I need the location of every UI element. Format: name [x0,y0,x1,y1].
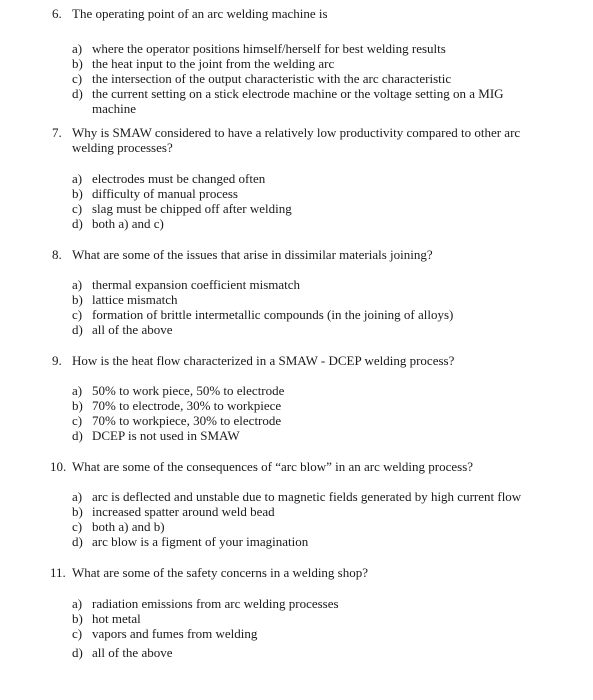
option-b[interactable] [0,56,593,71]
option-label: a) [72,171,83,186]
question-text: What are some of the issues that arise in dissimilar materials joining? [72,247,433,262]
option-a[interactable] [0,596,593,611]
option-label: a) [72,489,83,504]
option-list [0,383,593,443]
option-c[interactable] [0,201,593,216]
option-label: a) [72,596,83,611]
option-text: radiation emissions from arc welding processes [92,596,339,611]
question-stem [0,6,593,21]
question-text: What are some of the safety concerns in a welding shop? [72,565,369,580]
option-label: d) [72,534,83,549]
option-a[interactable] [0,171,593,186]
option-text: difficulty of manual process [92,186,238,201]
question-stem [0,353,593,368]
option-d[interactable] [0,216,593,231]
option-text: formation of brittle intermetallic compounds (in the joining of alloys) [92,307,454,322]
option-label: c) [72,519,83,534]
question-stem [0,247,593,262]
option-a[interactable] [0,277,593,292]
option-label: d) [72,322,83,337]
option-text: all of the above [92,645,173,660]
option-text: thermal expansion coefficient mismatch [92,277,301,292]
option-text: lattice mismatch [92,292,178,307]
option-text: vapors and fumes from welding [92,626,258,641]
option-label: d) [72,645,83,660]
option-label: c) [72,626,83,641]
question-number: 10. [50,459,67,474]
option-label: d) [72,216,83,231]
option-b[interactable] [0,611,593,626]
question-stem [0,459,593,474]
option-text: arc blow is a figment of your imagination [92,534,309,549]
option-d[interactable] [0,534,593,549]
question-number: 7. [52,125,62,140]
option-d[interactable] [0,645,593,660]
option-label: c) [72,71,83,86]
option-a[interactable] [0,489,593,504]
option-c[interactable] [0,413,593,428]
option-c[interactable] [0,307,593,322]
option-b[interactable] [0,292,593,307]
option-label: c) [72,307,83,322]
option-text: 70% to electrode, 30% to workpiece [92,398,282,413]
option-d[interactable] [0,86,593,116]
option-text: where the operator positions himself/herself for best welding results [92,41,446,56]
option-label: c) [72,413,83,428]
option-label: b) [72,504,83,519]
option-text: the intersection of the output characteristic with the arc characteristic [92,71,452,86]
option-label: a) [72,277,83,292]
option-b[interactable] [0,398,593,413]
option-text: arc is deflected and unstable due to magnetic fields generated by high current flow [92,489,522,504]
option-a[interactable] [0,41,593,56]
option-text: increased spatter around weld bead [92,504,275,519]
option-list [0,277,593,337]
question-7 [0,125,593,231]
option-list [0,41,593,116]
question-stem [0,125,593,155]
option-list [0,171,593,231]
question-stem [0,565,593,580]
option-label: b) [72,611,83,626]
option-list [0,489,593,549]
option-text: the heat input to the joint from the welding arc [92,56,335,71]
question-9 [0,353,593,443]
option-text: 50% to work piece, 50% to electrode [92,383,285,398]
option-text: slag must be chipped off after welding [92,201,292,216]
option-b[interactable] [0,186,593,201]
question-11 [0,565,593,660]
question-number: 6. [52,6,62,21]
option-label: b) [72,186,83,201]
option-a[interactable] [0,383,593,398]
question-8 [0,247,593,337]
question-10 [0,459,593,549]
option-text: both a) and b) [92,519,165,534]
question-number: 8. [52,247,62,262]
option-label: b) [72,398,83,413]
question-6 [0,6,593,116]
option-label: b) [72,292,83,307]
option-label: b) [72,56,83,71]
option-c[interactable] [0,71,593,86]
option-text: the current setting on a stick electrode machine or the voltage setting on a MIG machine [92,86,504,116]
option-b[interactable] [0,504,593,519]
option-label: a) [72,383,83,398]
option-list [0,596,593,660]
question-text: Why is SMAW considered to have a relatively low productivity compared to other arc welding processes? [72,125,521,155]
question-text: The operating point of an arc welding machine is [72,6,328,21]
option-text: DCEP is not used in SMAW [92,428,240,443]
option-c[interactable] [0,519,593,534]
option-d[interactable] [0,322,593,337]
option-text: 70% to workpiece, 30% to electrode [92,413,282,428]
question-text: How is the heat flow characterized in a SMAW - DCEP welding process? [72,353,455,368]
question-number: 9. [52,353,62,368]
option-text: both a) and c) [92,216,164,231]
option-label: a) [72,41,83,56]
option-d[interactable] [0,428,593,443]
option-text: hot metal [92,611,141,626]
option-label: d) [72,428,83,443]
option-c[interactable] [0,626,593,641]
question-number: 11. [50,565,66,580]
option-label: d) [72,86,83,101]
option-text: all of the above [92,322,173,337]
question-text: What are some of the consequences of “arc blow” in an arc welding process? [72,459,474,474]
option-text: electrodes must be changed often [92,171,266,186]
option-label: c) [72,201,83,216]
